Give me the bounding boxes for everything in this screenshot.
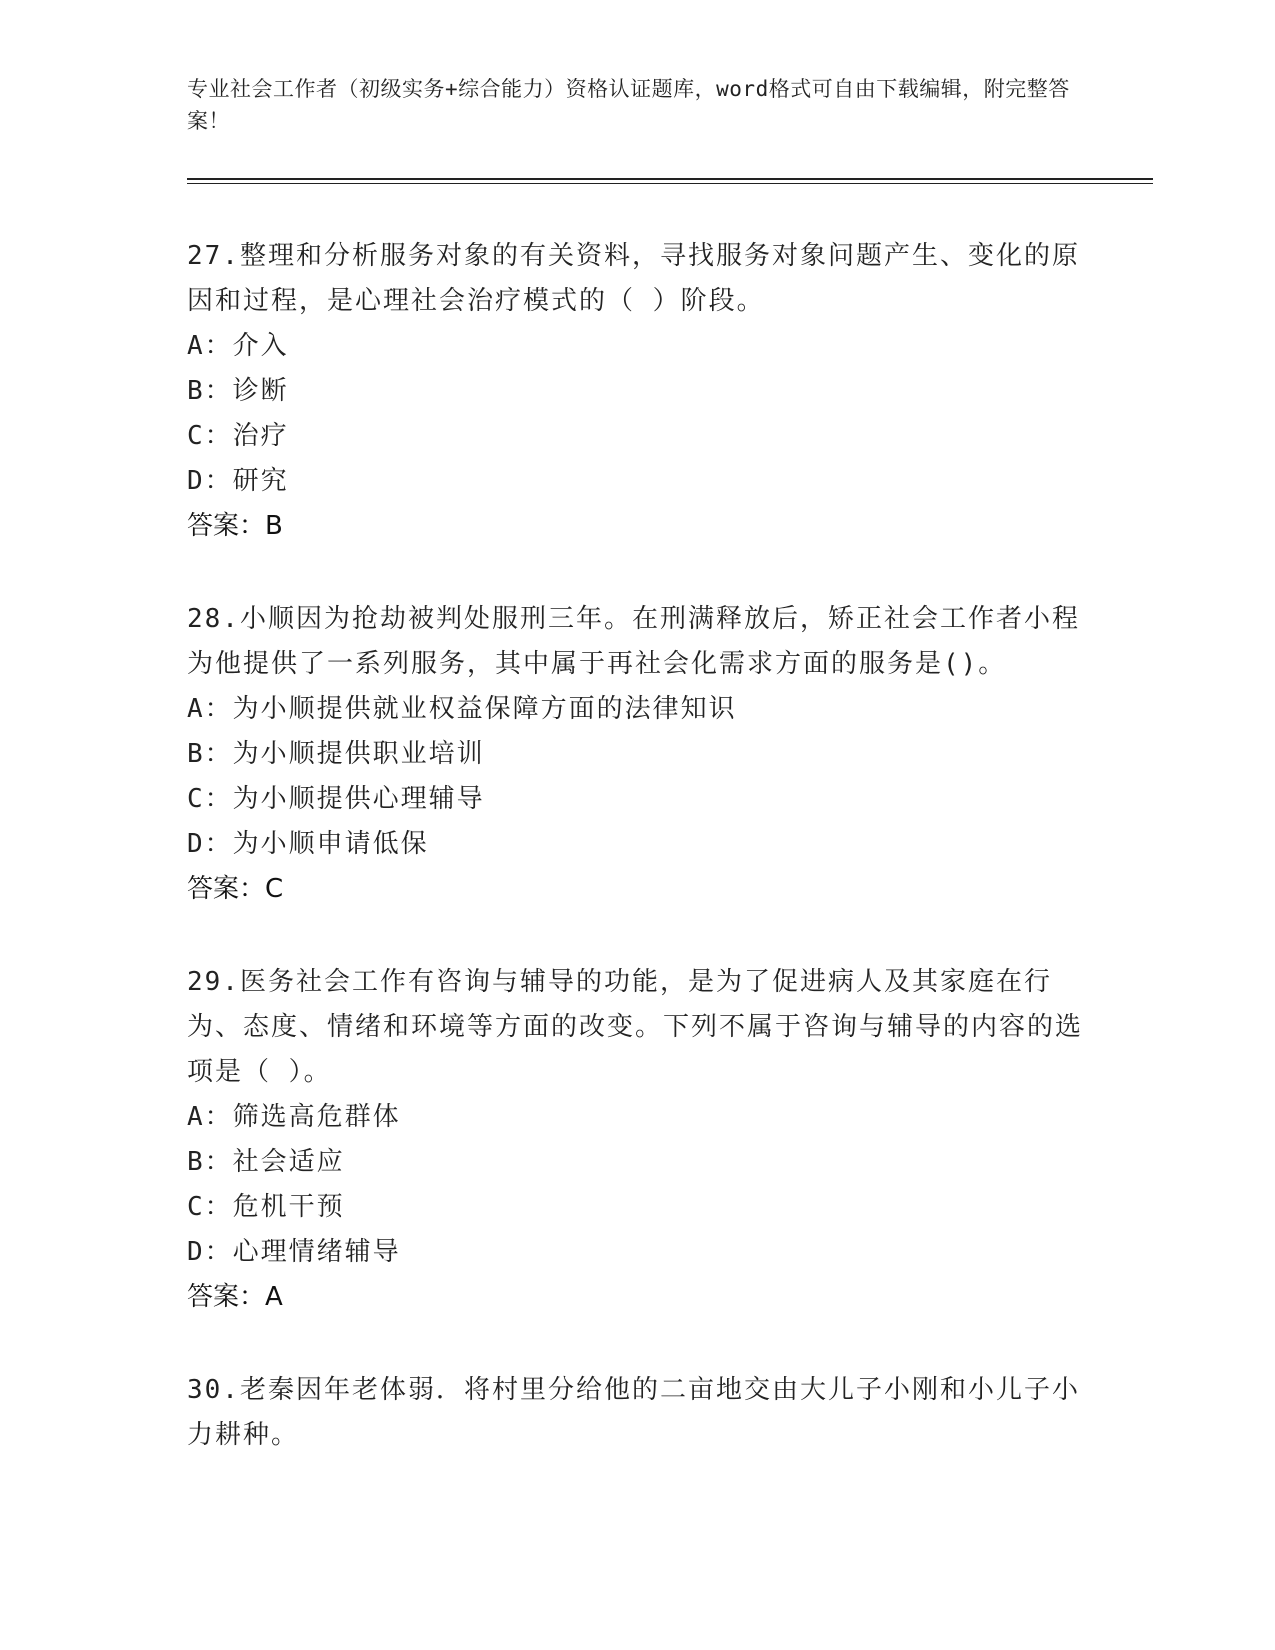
- option-a: A：筛选高危群体: [187, 1102, 401, 1132]
- question-stem: 29.医务社会工作有咨询与辅导的功能，是为了促进病人及其家庭在行为、态度、情绪和环境等方面的改变。下列不属于咨询与辅导的内容的选项是（ ）。: [187, 967, 1084, 1087]
- option-b: B：社会适应: [187, 1147, 345, 1177]
- answer-line: 答案：A: [187, 1282, 283, 1312]
- question-29: [187, 960, 1087, 1320]
- question-stem: 30.老秦因年老体弱．将村里分给他的二亩地交由大儿子小刚和小儿子小力耕种。: [187, 1375, 1080, 1450]
- option-a: A：介入: [187, 331, 289, 361]
- option-d: D：为小顺申请低保: [187, 829, 429, 859]
- answer-line: 答案：B: [187, 511, 283, 541]
- option-b: B：为小顺提供职业培训: [187, 739, 485, 769]
- question-30: [187, 1368, 1087, 1458]
- header-divider-thin: [187, 183, 1153, 184]
- option-c: C：为小顺提供心理辅导: [187, 784, 485, 814]
- option-c: C：危机干预: [187, 1192, 345, 1222]
- answer-line: 答案：C: [187, 874, 284, 904]
- option-b: B：诊断: [187, 376, 289, 406]
- question-stem: 27.整理和分析服务对象的有关资料，寻找服务对象问题产生、变化的原因和过程，是心理社会治疗模式的（ ）阶段。: [187, 241, 1080, 316]
- question-stem: 28.小顺因为抢劫被判处服刑三年。在刑满释放后，矫正社会工作者小程为他提供了一系列服务，其中属于再社会化需求方面的服务是()。: [187, 604, 1080, 679]
- option-d: D：研究: [187, 466, 289, 496]
- option-d: D：心理情绪辅导: [187, 1237, 401, 1267]
- option-a: A：为小顺提供就业权益保障方面的法律知识: [187, 694, 737, 724]
- header-divider-thick: [187, 178, 1153, 180]
- question-28: [187, 597, 1087, 912]
- document-header: 专业社会工作者（初级实务+综合能力）资格认证题库，word格式可自由下载编辑，附完整答案！: [187, 77, 1070, 133]
- question-27: [187, 234, 1087, 549]
- option-c: C：治疗: [187, 421, 289, 451]
